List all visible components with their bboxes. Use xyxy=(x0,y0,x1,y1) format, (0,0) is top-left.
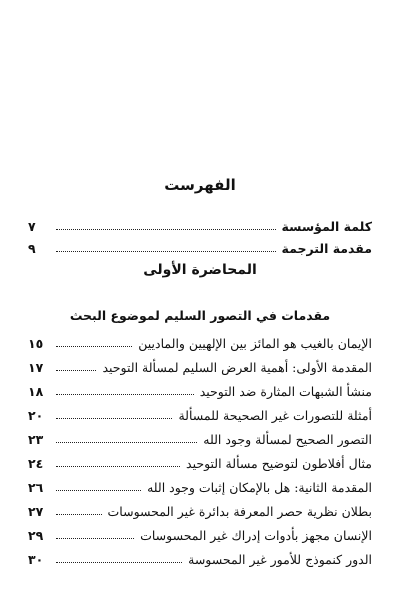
toc-entry[interactable] xyxy=(28,429,372,447)
dot-leader xyxy=(56,345,132,347)
toc-entry-label: بطلان نظرية حصر المعرفة بدائرة غير المحسوسات xyxy=(107,504,372,519)
toc-entry-page: ٢٧ xyxy=(28,504,44,519)
dot-leader xyxy=(56,369,96,371)
dot-leader xyxy=(56,441,197,443)
toc-entry-label: مقدمة الترجمة xyxy=(281,241,372,256)
dot-leader xyxy=(56,228,276,230)
dot-leader xyxy=(56,513,102,515)
toc-entry[interactable] xyxy=(28,216,372,234)
toc-entry[interactable] xyxy=(28,477,372,495)
toc-entry[interactable] xyxy=(28,453,372,471)
toc-entry-page: ٢٣ xyxy=(28,432,44,447)
dot-leader xyxy=(56,250,276,252)
toc-entry-label: كلمة المؤسسة xyxy=(281,219,372,234)
toc-entry-page: ٢٤ xyxy=(28,456,44,471)
toc-entry-page: ٢٠ xyxy=(28,408,44,423)
toc-entry-label: الإنسان مجهز بأدوات إدراك غير المحسوسات xyxy=(140,528,372,543)
toc-entry[interactable] xyxy=(28,333,372,351)
toc-entry-page: ٢٩ xyxy=(28,528,44,543)
toc-entry-page: ٢٦ xyxy=(28,480,44,495)
toc-entry-label: أمثلة للتصورات غير الصحيحة للمسألة xyxy=(178,408,372,423)
page-title: الفهرست xyxy=(164,176,236,194)
toc-entry-label: التصور الصحيح لمسألة وجود الله xyxy=(203,432,372,447)
toc-entry[interactable] xyxy=(28,549,372,567)
toc-entry-page: ١٨ xyxy=(28,384,44,399)
toc-entry-label: المقدمة الأولى: أهمية العرض السليم لمسألة التوحيد xyxy=(102,360,372,375)
toc-entry[interactable] xyxy=(28,405,372,423)
dot-leader xyxy=(56,465,180,467)
toc-entry[interactable] xyxy=(28,238,372,256)
toc-entry-page: ١٥ xyxy=(28,336,44,351)
section-heading: مقدمات في التصور السليم لموضوع البحث xyxy=(69,308,331,323)
toc-entry[interactable] xyxy=(28,357,372,375)
lecture-heading: المحاضرة الأولى xyxy=(143,262,257,278)
toc-entry-page: ٣٠ xyxy=(28,552,44,567)
toc-entry-label: المقدمة الثانية: هل بالإمكان إثبات وجود الله xyxy=(147,480,372,495)
toc-entry-label: الدور كنموذج للأمور غير المحسوسة xyxy=(188,552,372,567)
toc-entry-label: مثال أفلاطون لتوضيح مسألة التوحيد xyxy=(186,456,372,471)
dot-leader xyxy=(56,537,134,539)
toc-entry[interactable] xyxy=(28,501,372,519)
toc-entry-label: منشأ الشبهات المثارة ضد التوحيد xyxy=(199,384,372,399)
toc-entry-page: ١٧ xyxy=(28,360,44,375)
dot-leader xyxy=(56,393,194,395)
dot-leader xyxy=(56,561,182,563)
toc-entry-label: الإيمان بالغيب هو المائز بين الإلهيين والماديين xyxy=(138,336,372,351)
toc-entry[interactable] xyxy=(28,525,372,543)
dot-leader xyxy=(56,489,141,491)
toc-entry-page: ٩ xyxy=(28,241,36,256)
toc-entry-page: ٧ xyxy=(28,219,36,234)
toc-entry[interactable] xyxy=(28,381,372,399)
dot-leader xyxy=(56,417,172,419)
